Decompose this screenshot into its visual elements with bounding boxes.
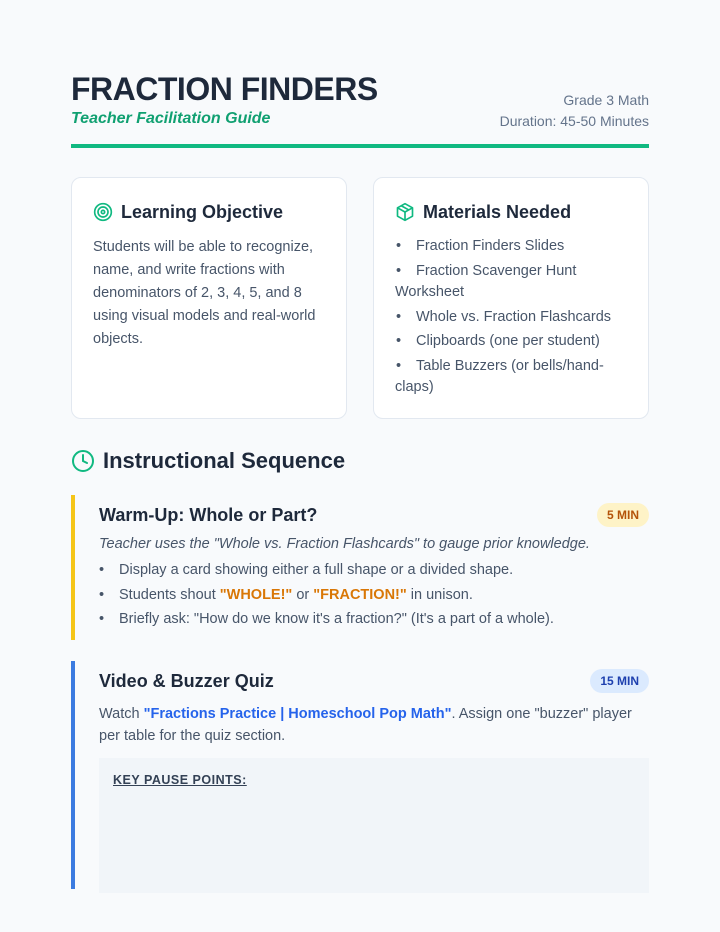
- list-item: • Fraction Finders Slides: [395, 236, 627, 258]
- video-title: Video & Buzzer Quiz: [99, 670, 274, 691]
- warmup-step: [71, 495, 649, 640]
- warmup-header: [99, 502, 649, 528]
- sequence-title: Instructional Sequence: [103, 448, 346, 473]
- sequence-header: [71, 448, 345, 474]
- desc-text: . Assign one "buzzer" player per table for the quiz section.: [99, 706, 632, 744]
- list-item: • Display a card showing either a full shape or a divided shape.: [99, 558, 649, 583]
- video-link[interactable]: "Fractions Practice | Homeschool Pop Math": [143, 706, 452, 722]
- objective-text: Students will be able to recognize, name, and write fractions with denominators of 2, 3, 4, 5, and 8 using visual models and real-world objects.: [93, 239, 316, 347]
- page-title: FRACTION FINDERS: [71, 71, 378, 107]
- guide-page: [71, 70, 649, 787]
- materials-header: [395, 200, 627, 224]
- list-item: • Briefly ask: "How do we know it's a fraction?" (It's a part of a whole).: [99, 607, 649, 632]
- pause-points-box: [99, 758, 649, 893]
- list-item: • Whole vs. Fraction Flashcards: [395, 307, 627, 329]
- warmup-note: Teacher uses the "Whole vs. Fraction Flashcards" to gauge prior knowledge.: [99, 536, 590, 552]
- materials-card: [373, 177, 649, 419]
- duration-label: Duration: 45-50 Minutes: [499, 113, 649, 129]
- list-item: • Table Buzzers (or bells/hand-claps): [395, 356, 627, 399]
- warmup-title: Warm-Up: Whole or Part?: [99, 504, 318, 525]
- list-item: • Clipboards (one per student): [395, 331, 627, 353]
- materials-list: [395, 236, 627, 399]
- header-meta: [500, 90, 649, 132]
- desc-text: Watch: [99, 706, 144, 722]
- target-icon: [93, 202, 113, 222]
- clock-icon: [71, 449, 95, 473]
- pause-points-label: KEY PAUSE POINTS:: [113, 773, 247, 787]
- video-description: [99, 704, 649, 747]
- objective-header: [93, 200, 325, 224]
- video-header: [99, 668, 649, 694]
- video-duration-badge: 15 MIN: [590, 669, 649, 693]
- warmup-list: [99, 558, 649, 632]
- whole-callout: "WHOLE!": [219, 586, 293, 603]
- box-icon: [395, 202, 415, 222]
- fraction-callout: "FRACTION!": [313, 586, 407, 603]
- grade-label: Grade 3 Math: [563, 92, 649, 108]
- list-item: [99, 583, 649, 608]
- objective-card: [71, 177, 347, 419]
- video-step: [71, 661, 649, 889]
- page-subtitle: Teacher Facilitation Guide: [71, 110, 271, 127]
- page-header: [71, 70, 649, 148]
- materials-title: Materials Needed: [423, 201, 572, 222]
- objective-title: Learning Objective: [121, 201, 284, 222]
- item-text: in unison.: [406, 586, 473, 603]
- warmup-duration-badge: 5 MIN: [597, 503, 649, 527]
- item-text: or: [292, 586, 314, 603]
- info-cards: [71, 177, 649, 419]
- list-item: • Fraction Scavenger Hunt Worksheet: [395, 261, 627, 304]
- item-text: Students shout: [119, 586, 220, 603]
